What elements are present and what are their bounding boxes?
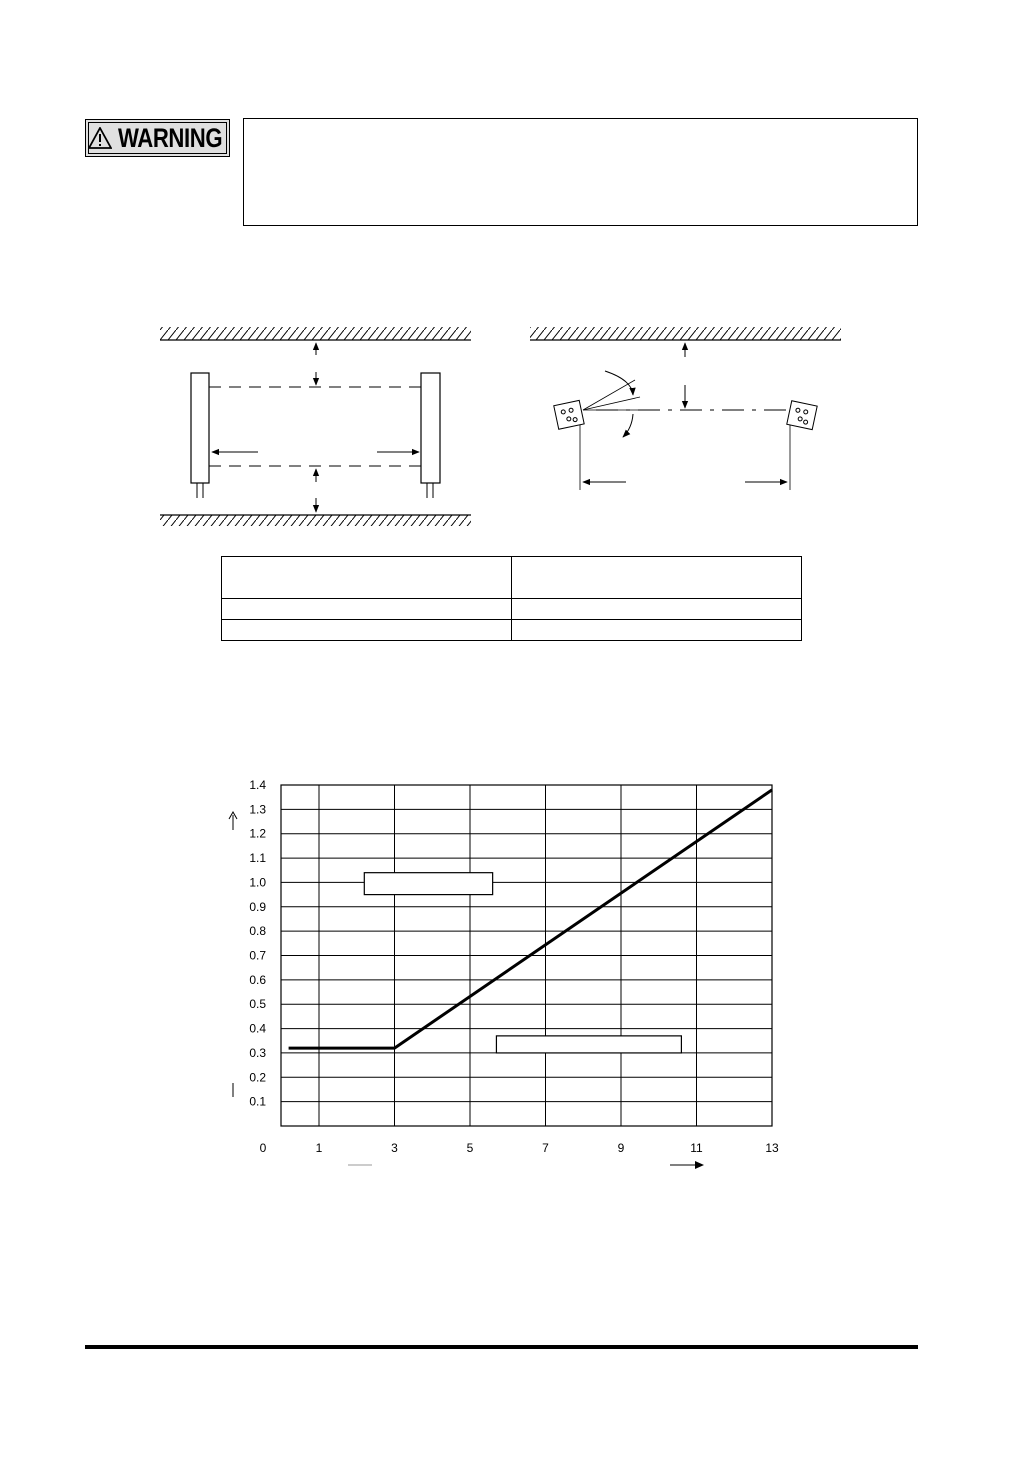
x-tick-label: 9 bbox=[617, 1141, 625, 1155]
y-tick-label: 1.1 bbox=[249, 851, 266, 866]
y-tick-label: 0.6 bbox=[249, 972, 266, 987]
x-tick-label: 0 bbox=[259, 1141, 267, 1155]
y-tick-label: 0.1 bbox=[249, 1094, 266, 1109]
chart-grid bbox=[281, 785, 772, 1126]
y-tick-label: 1.4 bbox=[249, 778, 266, 792]
annotation-box bbox=[496, 1036, 681, 1053]
y-tick-label: 0.3 bbox=[249, 1045, 266, 1060]
y-tick-label: 0.5 bbox=[249, 997, 266, 1012]
y-tick-label: 0.9 bbox=[249, 899, 266, 914]
y-tick-label: 1.3 bbox=[249, 802, 266, 817]
x-tick-label: 3 bbox=[391, 1141, 398, 1155]
y-tick-label: 0.4 bbox=[249, 1021, 266, 1036]
x-axis-arrowhead-icon bbox=[695, 1161, 704, 1169]
y-tick-label: 1.0 bbox=[249, 875, 266, 890]
x-tick-label: 11 bbox=[690, 1141, 703, 1155]
footer-rule bbox=[85, 1345, 918, 1349]
chart-marks bbox=[289, 790, 773, 1053]
warning-label: WARNING bbox=[118, 122, 223, 153]
x-tick-label: 5 bbox=[466, 1141, 474, 1155]
x-tick-label: 13 bbox=[765, 1141, 779, 1155]
series-line bbox=[289, 790, 772, 1048]
x-tick-label: 1 bbox=[315, 1141, 323, 1155]
y-tick-label: 0.7 bbox=[249, 948, 266, 963]
y-tick-label: 0.8 bbox=[249, 924, 266, 939]
y-tick-label: 1.2 bbox=[249, 826, 266, 841]
annotation-box bbox=[364, 873, 492, 895]
y-tick-label: 0.2 bbox=[249, 1070, 266, 1085]
x-tick-label: 7 bbox=[542, 1141, 549, 1155]
